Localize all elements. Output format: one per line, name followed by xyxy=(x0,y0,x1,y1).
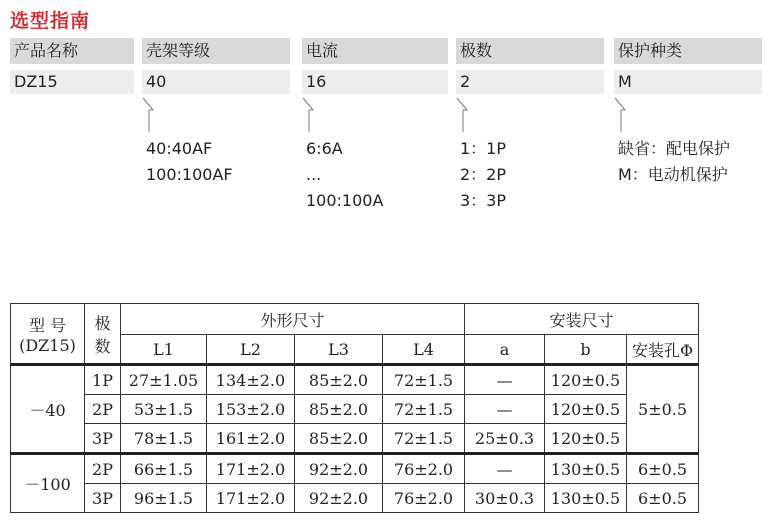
arrow-down-icon xyxy=(612,96,628,134)
install-dimensions-header: 安装尺寸 xyxy=(465,304,699,335)
l1-cell: 53±1.5 xyxy=(121,395,207,424)
option-item: 缺省：配电保护 xyxy=(618,139,731,158)
l2-cell: 134±2.0 xyxy=(207,365,295,395)
column-value-poles: 2 xyxy=(456,70,604,94)
poles-header-cell xyxy=(85,304,121,365)
l3-cell: 85±2.0 xyxy=(295,365,383,395)
model-header: 型 号 xyxy=(28,315,67,335)
option-item: ... xyxy=(306,165,322,184)
l4-cell: 76±2.0 xyxy=(383,484,465,513)
column-header-current: 电流 xyxy=(302,38,448,64)
hole-cell: 6±0.5 xyxy=(627,454,699,484)
b-cell: 120±0.5 xyxy=(545,395,627,424)
poles-cell: 3P xyxy=(85,484,121,513)
table-row xyxy=(11,424,699,454)
poles-header-1: 极 xyxy=(94,313,111,333)
column-header-product-name: 产品名称 xyxy=(10,38,134,64)
poles-header-2: 数 xyxy=(94,336,111,356)
column-value-protection-type: M xyxy=(614,70,762,94)
current-options xyxy=(306,136,383,214)
option-item: M：电动机保护 xyxy=(618,165,728,184)
l4-cell: 72±1.5 xyxy=(383,395,465,424)
a-cell: 30±0.3 xyxy=(465,484,545,513)
column-header-poles: 极数 xyxy=(456,38,604,64)
option-item: 40:40AF xyxy=(146,139,213,158)
page-title: 选型指南 xyxy=(10,10,91,32)
dimension-table xyxy=(10,303,699,513)
b-cell: 130±0.5 xyxy=(545,454,627,484)
l4-cell: 72±1.5 xyxy=(383,365,465,395)
option-item: 2：2P xyxy=(460,165,507,184)
option-item: 1：1P xyxy=(460,139,507,158)
outline-dimensions-header: 外形尺寸 xyxy=(121,304,465,335)
arrow-down-icon xyxy=(300,96,316,134)
subheader-a: a xyxy=(465,335,545,365)
l4-cell: 76±2.0 xyxy=(383,454,465,484)
option-item: 3：3P xyxy=(460,191,507,210)
poles-cell: 2P xyxy=(85,395,121,424)
table-row xyxy=(11,365,699,395)
l3-cell: 85±2.0 xyxy=(295,395,383,424)
l3-cell: 92±2.0 xyxy=(295,484,383,513)
model-header-cell xyxy=(11,304,85,365)
column-value-current: 16 xyxy=(302,70,448,94)
frame-grade-options xyxy=(146,136,233,188)
l2-cell: 161±2.0 xyxy=(207,424,295,454)
a-cell: — xyxy=(465,365,545,395)
poles-options xyxy=(460,136,506,214)
protection-options xyxy=(618,136,730,188)
poles-cell: 3P xyxy=(85,424,121,454)
option-item: 100:100AF xyxy=(146,165,233,184)
column-value-frame-grade: 40 xyxy=(142,70,290,94)
l1-cell: 96±1.5 xyxy=(121,484,207,513)
model-cell: －40 xyxy=(11,365,85,454)
arrow-down-icon xyxy=(454,96,470,134)
l2-cell: 171±2.0 xyxy=(207,454,295,484)
a-cell: — xyxy=(465,454,545,484)
subheader-l4: L4 xyxy=(383,335,465,365)
a-cell: — xyxy=(465,395,545,424)
option-item: 100:100A xyxy=(306,191,384,210)
subheader-l2: L2 xyxy=(207,335,295,365)
model-cell: －100 xyxy=(11,454,85,513)
b-cell: 120±0.5 xyxy=(545,365,627,395)
l1-cell: 27±1.05 xyxy=(121,365,207,395)
l2-cell: 153±2.0 xyxy=(207,395,295,424)
a-cell: 25±0.3 xyxy=(465,424,545,454)
option-item: 6:6A xyxy=(306,139,343,158)
l3-cell: 85±2.0 xyxy=(295,424,383,454)
poles-cell: 2P xyxy=(85,454,121,484)
subheader-l1: L1 xyxy=(121,335,207,365)
table-row xyxy=(11,454,699,484)
hole-cell: 6±0.5 xyxy=(627,484,699,513)
subheader-l3: L3 xyxy=(295,335,383,365)
l3-cell: 92±2.0 xyxy=(295,454,383,484)
l4-cell: 72±1.5 xyxy=(383,424,465,454)
l1-cell: 78±1.5 xyxy=(121,424,207,454)
column-header-frame-grade: 壳架等级 xyxy=(142,38,290,64)
b-cell: 130±0.5 xyxy=(545,484,627,513)
b-cell: 120±0.5 xyxy=(545,424,627,454)
poles-cell: 1P xyxy=(85,365,121,395)
model-subheader: (DZ15) xyxy=(19,335,76,355)
l1-cell: 66±1.5 xyxy=(121,454,207,484)
subheader-hole: 安装孔Φ xyxy=(627,335,699,365)
table-row xyxy=(11,484,699,513)
l2-cell: 171±2.0 xyxy=(207,484,295,513)
table-row xyxy=(11,395,699,424)
column-header-protection-type: 保护种类 xyxy=(614,38,762,64)
hole-cell: 5±0.5 xyxy=(627,365,699,454)
subheader-b: b xyxy=(545,335,627,365)
arrow-down-icon xyxy=(140,96,156,134)
column-value-product-name: DZ15 xyxy=(10,70,134,94)
